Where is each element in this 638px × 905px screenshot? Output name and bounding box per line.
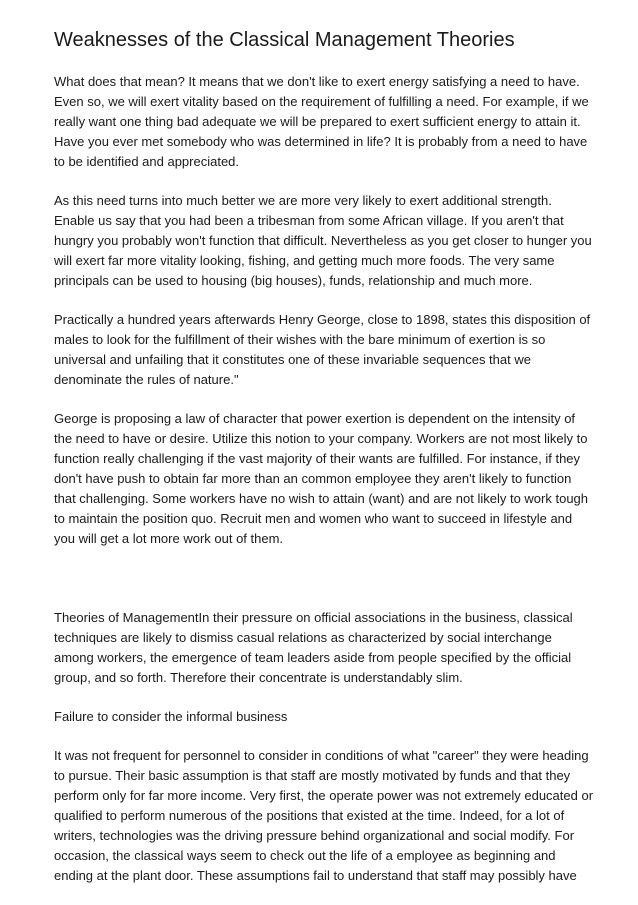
paragraph: What does that mean? It means that we don't like to exert energy satisfying a need to have. Even so, we will exert vitality based on the requirement of fulfilling a need. For example, if we really want one thing bad adequate we will be prepared to exert sufficient energy to attain it. Have you ever met somebody who was determined in life? It is probably from a need to have to be identified and appreciated. — [54, 74, 589, 169]
section-heading: Failure to consider the informal business — [54, 709, 288, 724]
document-page — [54, 26, 594, 905]
document-title: Weaknesses of the Classical Management Theories — [54, 29, 515, 51]
blank-gap — [54, 568, 594, 608]
paragraph: It was not frequent for personnel to consider in conditions of what "career" they were heading to pursue. Their basic assumption is that staff are mostly motivated by funds and that they perform only for far more income. Very first, the operate power was not extremely educated or qualified to perform numerous of the positions that existed at the time. Indeed, for a lot of writers, technologies was the driving pressure behind organizational and social modify. For occasion, the classical ways seem to check out the life of a employee as beginning and ending at the plant door. These assumptions fail to understand that staff may possibly have — [54, 748, 594, 883]
paragraph: George is proposing a law of character that power exertion is dependent on the intensity of the need to have or desire. Utilize this notion to your company. Workers are not most likely to function really challenging if the vast majority of their wants are fulfilled. For instance, if they don't have push to obtain far more than an common employee they aren't likely to function that challenging. Some workers have no wish to attain (want) and are not likely to work tough to maintain the position quo. Recruit men and women who want to succeed in lifestyle and you will get a lot more work out of them. — [54, 411, 589, 546]
paragraph: Practically a hundred years afterwards Henry George, close to 1898, states this disposition of males to look for the fulfillment of their wishes with the bare minimum of exertion is so universal and unfailing that it constitutes one of these invariable sequences that we denominate the rules of nature." — [54, 312, 591, 387]
paragraph: As this need turns into much better we are more very likely to exert additional strength. Enable us say that you had been a tribesman from some African village. If you aren't that hungry you probably won't function that difficult. Nevertheless as you get closer to hunger you will exert far more vitality looking, fishing, and getting much more foods. The very same principals can be used to housing (big houses), funds, relationship and much more. — [54, 193, 592, 288]
paragraph: Theories of ManagementIn their pressure on official associations in the business, classical techniques are likely to dismiss casual relations as characterized by social interchange among workers, the emergence of team leaders aside from people specified by the official group, and so forth. Therefore their concentrate is understandably slim. — [54, 610, 573, 685]
